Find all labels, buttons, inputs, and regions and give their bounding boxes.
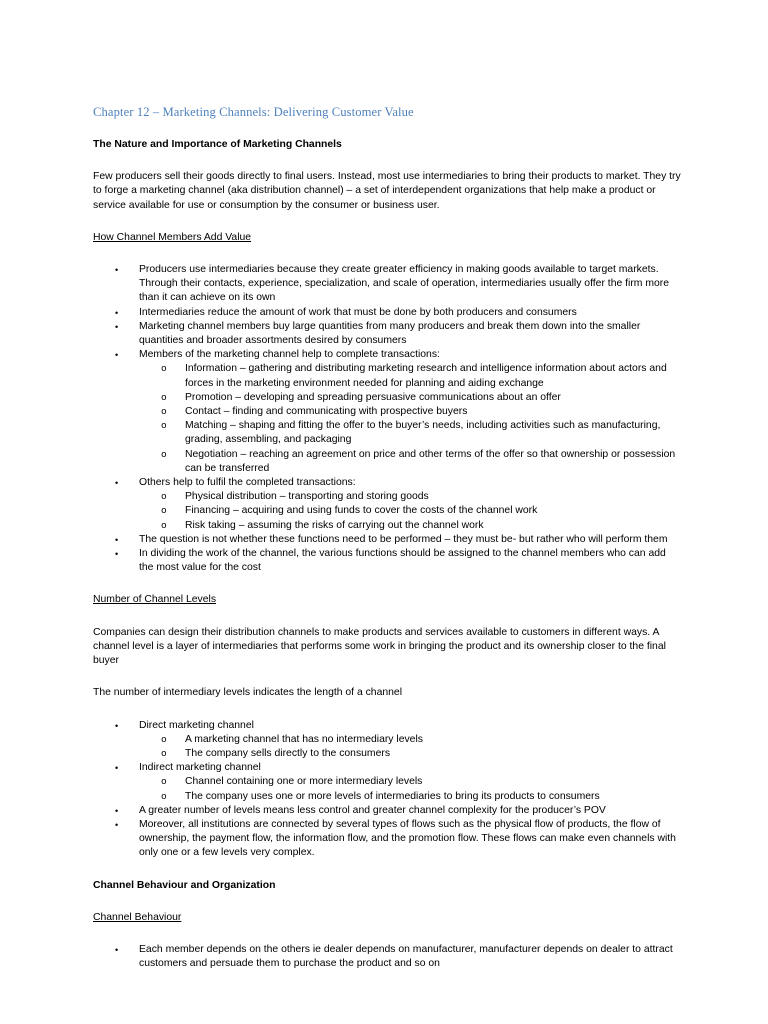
sub-list-item-text: Physical distribution – transporting and storing goods <box>185 491 429 503</box>
sub-bullet-icon: o <box>161 733 167 745</box>
bullet-icon: • <box>115 350 119 361</box>
sub-list-item <box>139 504 683 518</box>
list-item <box>93 306 683 320</box>
list-item <box>93 320 683 348</box>
bullet-icon: • <box>115 321 119 332</box>
bullet-icon: • <box>115 805 119 816</box>
sub-list-item <box>139 391 683 405</box>
sub-list-item-text: Channel containing one or more intermediary levels <box>185 776 423 788</box>
bullet-icon: • <box>115 819 119 830</box>
sub-bullet-icon: o <box>161 391 167 403</box>
list-item <box>93 719 683 762</box>
bullet-icon: • <box>115 478 119 489</box>
chapter-title: Chapter 12 – Marketing Channels: Delivering Customer Value <box>93 105 414 119</box>
behaviour-heading: Channel Behaviour and Organization <box>93 879 276 891</box>
list-item <box>93 547 683 575</box>
levels-paragraph-1: Companies can design their distribution channels to make products and services available to customers in different ways. A channel level is a layer of intermediaries that performs some work in bringing the product and its ownership closer to the final buyer <box>93 626 666 667</box>
list-item-text: Producers use intermediaries because they create greater efficiency in making goods available to target markets. Through their contacts, experience, specialization, and scale of operation, intermediaries usually offer the firm more than it can achieve on its own <box>139 264 670 304</box>
sub-list-item-text: The company sells directly to the consumers <box>185 747 391 759</box>
bullet-icon: • <box>115 549 119 560</box>
sub-list-item-text: The company uses one or more levels of intermediaries to bring its products to consumers <box>185 790 600 802</box>
list-item-text: In dividing the work of the channel, the various functions should be assigned to the channel members who can add the most value for the cost <box>139 548 666 574</box>
bullet-icon: • <box>115 720 119 731</box>
sub-list-item <box>139 747 683 761</box>
sub-list-item-text: Promotion – developing and spreading persuasive communications about an offer <box>185 391 561 403</box>
list-item <box>93 761 683 804</box>
sub-list-item <box>139 448 683 476</box>
sub-bullet-icon: o <box>161 491 167 503</box>
bullet-icon: • <box>115 534 119 545</box>
sub-list-item <box>139 405 683 419</box>
bullet-icon: • <box>115 265 119 276</box>
sub-list-item <box>139 790 683 804</box>
nature-paragraph: Few producers sell their goods directly to final users. Instead, most use intermediaries to bring their products to market. They try to forge a marketing channel (aka distribution channel) – a set of interdependent organizations that help make a product or service available for use or consumption by the consumer or business user. <box>93 171 681 211</box>
sub-list-item <box>139 519 683 533</box>
list-item-text: Each member depends on the others ie dealer depends on manufacturer, manufacturer depends on dealer to attract customers and persuade them to purchase the product and so on <box>139 943 673 970</box>
sub-list-item <box>139 775 683 789</box>
list-item <box>93 804 683 818</box>
sub-list-item <box>139 419 683 447</box>
list-item-text: Moreover, all institutions are connected by several types of flows such as the physical flow of products, the flow of ownership, the payment flow, the information flow, and the promotion flow. These flows can make even channels with only one or a few levels very complex. <box>139 818 676 859</box>
list-item-text: Indirect marketing channel <box>139 762 261 774</box>
levels-heading: Number of Channel Levels <box>93 594 217 606</box>
list-item-text: The question is not whether these functions need to be performed – they must be- but rather who will perform them <box>139 533 668 545</box>
behaviour-subheading: Channel Behaviour <box>93 911 182 923</box>
list-item-text: Direct marketing channel <box>139 719 254 731</box>
sub-list-item-text: Risk taking – assuming the risks of carrying out the channel work <box>185 519 484 531</box>
nature-heading: The Nature and Importance of Marketing Channels <box>93 139 342 150</box>
sub-list-item-text: Financing – acquiring and using funds to cover the costs of the channel work <box>185 505 538 517</box>
indirect-sublist <box>139 775 683 803</box>
sub-bullet-icon: o <box>161 747 167 759</box>
sub-list-item <box>139 362 683 390</box>
list-item-text: Others help to fulfil the completed transactions: <box>139 477 356 489</box>
levels-list <box>93 719 683 861</box>
behaviour-list <box>93 943 683 971</box>
list-item <box>93 348 683 476</box>
list-item <box>93 263 683 306</box>
levels-paragraph-2: The number of intermediary levels indicates the length of a channel <box>93 687 403 699</box>
sub-list-item <box>139 733 683 747</box>
bullet-icon: • <box>115 944 119 955</box>
list-item <box>93 818 683 861</box>
sub-bullet-icon: o <box>161 519 167 531</box>
sub-bullet-icon: o <box>161 420 167 432</box>
sub-bullet-icon: o <box>161 776 167 788</box>
sub-bullet-icon: o <box>161 406 167 418</box>
list-item <box>93 476 683 533</box>
sub-list-item-text: Negotiation – reaching an agreement on price and other terms of the offer so that ownership or possession can be transferred <box>185 448 676 474</box>
list-item-text: A greater number of levels means less control and greater channel complexity for the producer’s POV <box>139 804 606 816</box>
list-item <box>93 533 683 547</box>
sub-list-item-text: Information – gathering and distributing marketing research and intelligence information about actors and forces in the marketing environment needed for planning and aiding exchange <box>185 363 667 389</box>
add-value-list <box>93 263 683 575</box>
document-page <box>93 104 683 989</box>
add-value-heading: How Channel Members Add Value <box>93 231 252 243</box>
sub-list-item-text: A marketing channel that has no intermediary levels <box>185 733 423 745</box>
direct-sublist <box>139 733 683 761</box>
fulfil-sublist <box>139 490 683 533</box>
sub-bullet-icon: o <box>161 790 167 802</box>
list-item-text: Marketing channel members buy large quantities from many producers and break them down into the smaller quantities and broader assortments desired by consumers <box>139 320 641 347</box>
bullet-icon: • <box>115 307 119 318</box>
list-item-text: Members of the marketing channel help to complete transactions: <box>139 349 440 361</box>
sub-list-item-text: Contact – finding and communicating with prospective buyers <box>185 406 468 418</box>
sub-list-item-text: Matching – shaping and fitting the offer to the buyer’s needs, including activities such as manufacturing, grading, assembling, and packaging <box>185 420 661 446</box>
sub-list-item <box>139 490 683 504</box>
list-item <box>93 943 683 971</box>
list-item-text: Intermediaries reduce the amount of work that must be done by both producers and consumers <box>139 306 577 318</box>
sub-bullet-icon: o <box>161 363 167 375</box>
sub-bullet-icon: o <box>161 505 167 517</box>
bullet-icon: • <box>115 763 119 774</box>
transaction-sublist <box>139 362 683 476</box>
sub-bullet-icon: o <box>161 448 167 460</box>
